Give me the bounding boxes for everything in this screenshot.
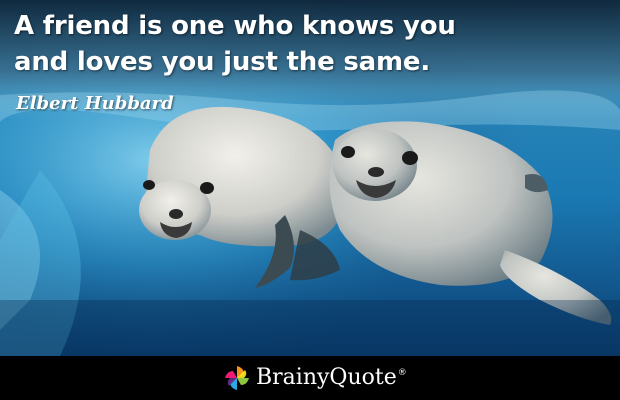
pinwheel-logo-icon xyxy=(222,363,252,393)
quote-text xyxy=(14,8,484,80)
quote-author: Elbert Hubbard xyxy=(16,93,174,114)
quote-line-1: A friend is one who knows you xyxy=(14,11,456,41)
brand-link[interactable] xyxy=(222,361,407,395)
footer-bar xyxy=(0,356,620,400)
trademark-symbol: ® xyxy=(397,368,407,378)
quote-line-2: and loves you just the same. xyxy=(14,47,430,77)
brand-name: BrainyQuote xyxy=(256,365,397,390)
